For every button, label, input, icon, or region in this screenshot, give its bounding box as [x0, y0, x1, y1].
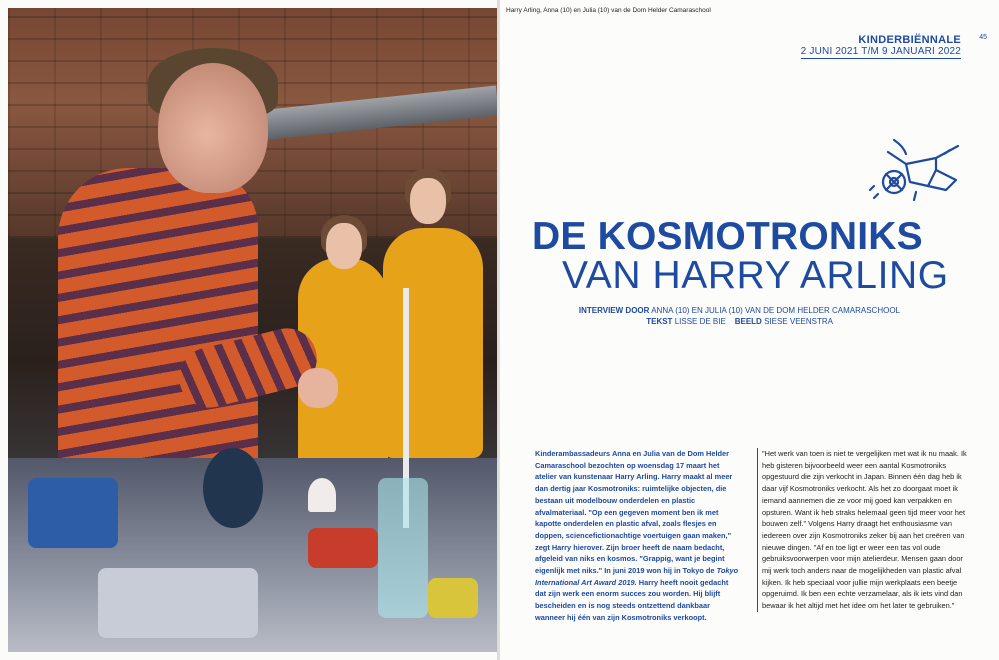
section-header	[801, 34, 961, 59]
plastic-parts-pile	[98, 568, 258, 638]
image-value: SIESE VEENSTRA	[764, 317, 833, 326]
text-value: LISSE DE BIE	[674, 317, 726, 326]
article-title-line1: DE KOSMOTRONIKS	[532, 215, 923, 258]
yellow-part	[428, 578, 478, 618]
section-dates: 2 JUNI 2021 T/M 9 JANUARI 2022	[800, 46, 961, 57]
body-paragraph: "Het werk van toen is niet te vergelijken met wat ik nu maak. Ik heb gisteren bijvoorbeeld weer een aantal Kosmotroniks opgestuurd die zijn verkocht in Japan. Binnen één dag heb ik daar vijf Kosmotroniks verkocht. Als het zo doorgaat moet ik iemand aannemen die ze voor mij goed kan verpakken en opsturen. Want ik heb straks helemaal geen tijd meer voor het bouwen zelf." Volgens Harry draagt het enthousiasme van iedereen over zijn Kosmotroniks zeker bij aan het creëren van nieuwe dingen. "Af en toe ligt er weer een tas vol oude gebruiksvoorwerpen voor mijn atelierdeur. Mensen gaan door mij werk toch anders naar de mogelijkheden van plastic afval kijken. Ik heb speciaal voor jullie mijn werkplaats een beetje opgeruimd. Ik ben een echte verzamelaar, als ik iets vind dan bewaar ik het altijd met het idee om het later te gebruiken."	[762, 449, 967, 611]
girl-face	[410, 178, 446, 224]
man-face	[158, 63, 268, 193]
credits-interview	[500, 306, 900, 317]
intro-text-part2: Harry heeft nooit gedacht dat zijn werk een enorm succes zou worden. Hij blijft bescheiden en is nog steeds ontzettend dankbaar wanneer hij één van zijn Kosmotroniks verkoopt.	[535, 577, 729, 622]
award-name: Tokyo International Art Award 2019.	[535, 566, 739, 587]
girl-julia	[383, 228, 483, 458]
glass-bottle	[378, 478, 428, 618]
girl-face	[326, 223, 362, 269]
atelier-photo	[8, 8, 497, 652]
image-label: BEELD	[734, 317, 762, 326]
intro-paragraph	[535, 448, 740, 624]
interview-value: ANNA (10) EN JULIA (10) VAN DE DOM HELDER CAMARASCHOOL	[651, 306, 900, 315]
intro-column	[535, 448, 740, 624]
text-label: TEKST	[646, 317, 673, 326]
spaceship-doodle-icon	[866, 134, 964, 204]
body-column	[757, 448, 967, 612]
credits-text-image	[500, 317, 833, 328]
page-number: 45	[979, 34, 987, 41]
white-heart-object	[308, 478, 336, 512]
dark-dome-object	[203, 448, 263, 528]
blue-robot-object	[28, 478, 118, 548]
article-title-line2: VAN HARRY ARLING	[562, 254, 949, 297]
intro-text-part1: Kinderambassadeurs Anna en Julia van de Dom Helder Camaraschool bezochten op woensdag 17 maart het atelier van kunstenaar Harry Arling. Harry maakt al meer dan dertig jaar Kosmotroniks: ruimtelijke objecten, die bestaan uit modelbouw onderdelen en plastic afvalmateriaal. "Op een gegeven moment ben ik met kapotte onderdelen en plastic afval, zoals flesjes en doppen, sciencefictionachtige voertuigen gaan maken," zegt Harry hierover. Zijn broer heeft de naam bedacht, afgeleid van niks en kosmos. "Grappig, want je begint eigenlijk met niks." In juni 2019 won hij in Tokyo de	[535, 449, 733, 576]
red-part	[308, 528, 378, 568]
pointing-hand	[298, 368, 338, 408]
interview-label: INTERVIEW DOOR	[578, 306, 650, 315]
section-title: KINDERBIËNNALE	[858, 34, 961, 46]
photo-caption: Harry Arling, Anna (10) en Julia (10) van de Dom Helder Camaraschool	[506, 7, 711, 14]
